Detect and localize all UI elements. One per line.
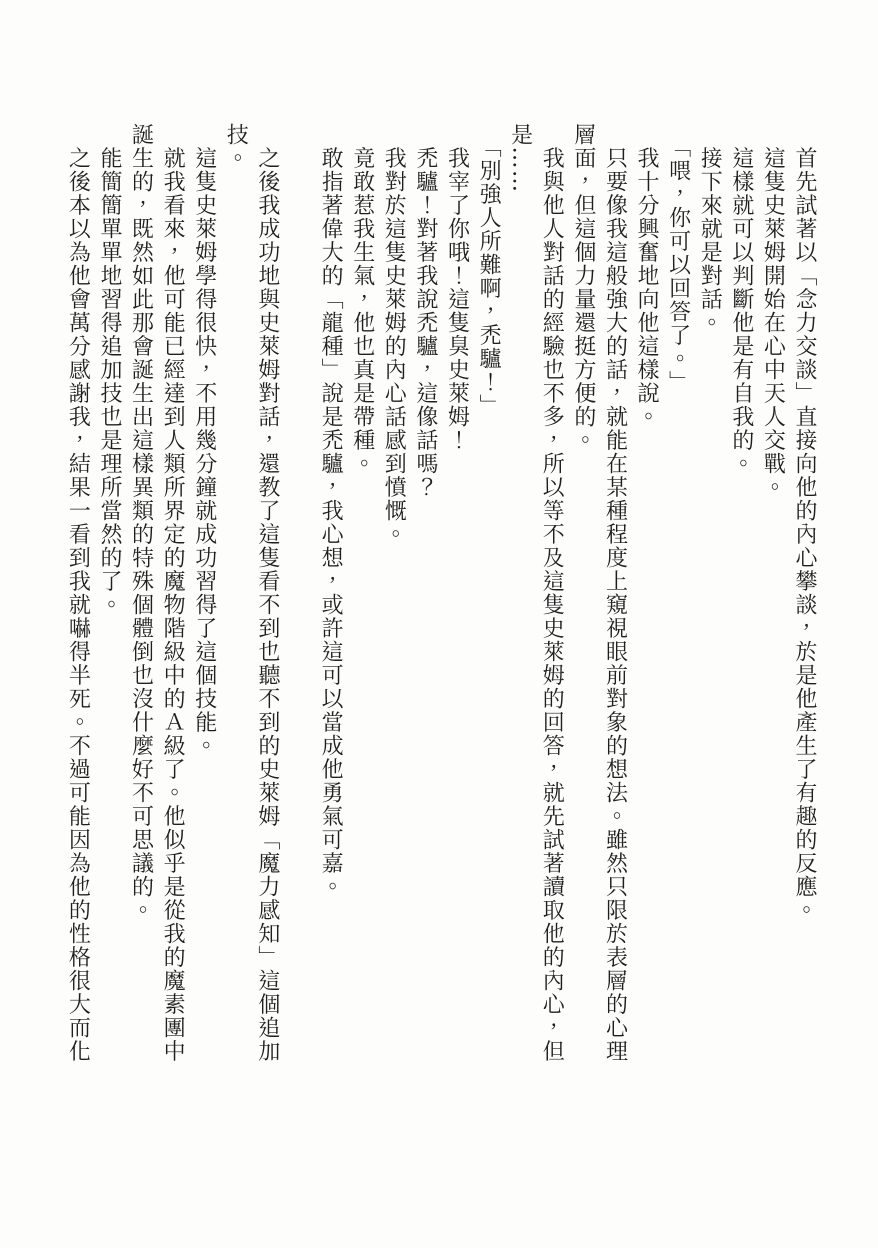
blank-line [283,123,315,1115]
text-line: 禿驢！對著我說禿驢，這像話嗎？ [412,123,438,499]
text-line: 「喂，你可以回答了。」 [665,123,691,394]
text-line: 是…… [507,123,533,194]
text-line: 我與他人對話的經驗也不多，所以等不及這隻史萊姆的回答，就先試著讀取他的內心，但 [539,123,565,1063]
vertical-text-block [62,123,820,1115]
text-line: 只要像我這般強大的話，就能在某種程度上窺視眼前對象的想法。雖然只限於表層的心理 [602,123,628,1063]
text-line: 就我看來，他可能已經達到人類所界定的魔物階級中的Ａ級了。他似乎是從我的魔素團中 [160,123,186,1063]
text-line: 這隻史萊姆開始在心中天人交戰。 [760,123,786,499]
text-line: 我對於這隻史萊姆的內心話感到憤慨。 [381,123,407,546]
text-line: 之後本以為他會萬分感謝我，結果一看到我就嚇得半死。不過可能因為他的性格很大而化 [65,123,91,1063]
text-line: 層面，但這個力量還挺方便的。 [570,123,596,452]
text-line: 這樣就可以判斷他是有自我的。 [728,123,754,476]
text-line: 「別強人所難啊，禿驢！」 [476,123,502,418]
text-line: 我十分興奮地向他這樣說。 [634,123,660,429]
text-line: 這隻史萊姆學得很快，不用幾分鐘就成功習得了這個技能。 [191,123,217,758]
text-line: 誕生的，既然如此那會誕生出這樣異類的特殊個體倒也沒什麼好不可思議的。 [128,123,154,922]
text-line: 敢指著偉大的「龍種」說是禿驢，我心想，或許這可以當成他勇氣可嘉。 [318,123,344,899]
text-line: 竟敢惹我生氣，他也真是帶種。 [349,123,375,476]
text-line: 之後我成功地與史萊姆對話，還教了這隻看不到也聽不到的史萊姆「魔力感知」這個追加 [254,123,280,1063]
text-line: 首先試著以「念力交談」直接向他的內心攀談，於是他產生了有趣的反應。 [792,123,817,922]
text-line: 我宰了你哦！這隻臭史萊姆！ [444,123,470,452]
text-line: 接下來就是對話。 [697,123,723,335]
text-line: 能簡簡單單地習得追加技也是理所當然的了。 [96,123,122,617]
text-line: 技。 [223,123,249,170]
